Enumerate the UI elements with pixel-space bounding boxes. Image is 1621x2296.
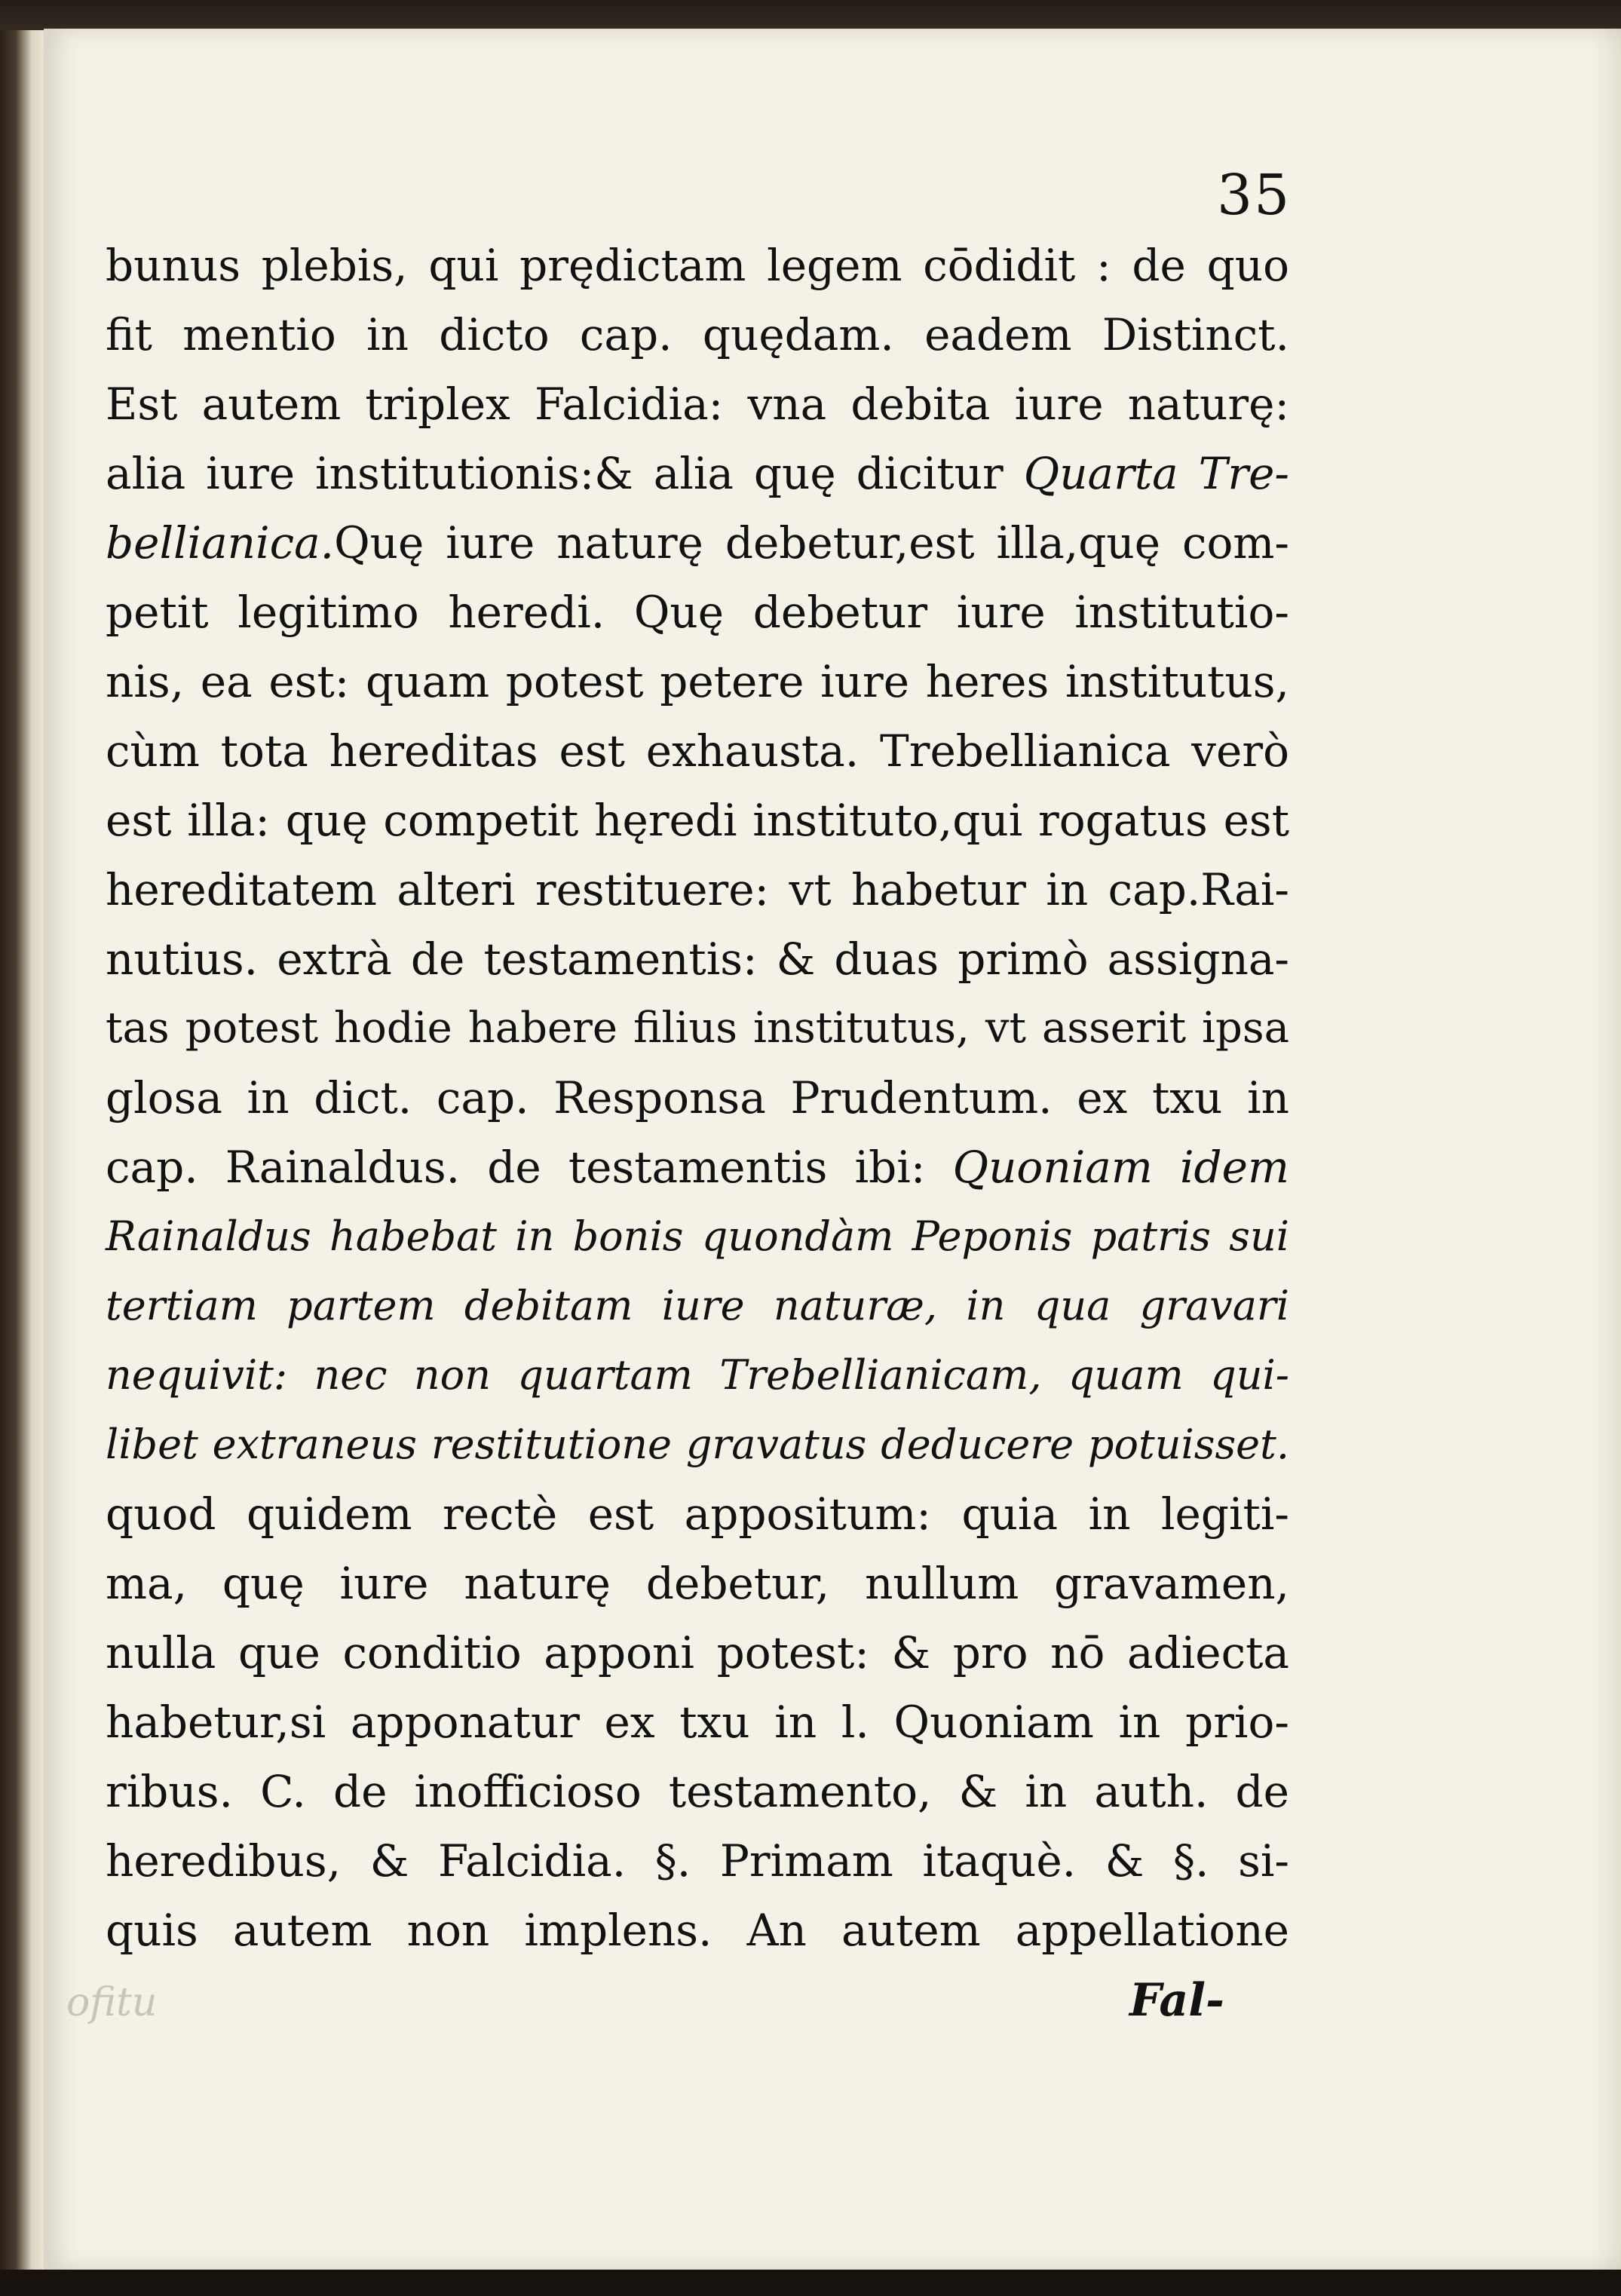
text-segment: cap. Rainaldus. de testamentis ibi: — [106, 1142, 953, 1193]
text-line — [106, 1688, 1289, 1757]
text-line — [106, 1202, 1289, 1271]
text-line — [106, 1063, 1289, 1133]
book-binding — [0, 30, 45, 2277]
text-segment: fit mentio in dicto cap. quędam. eadem Distinct. — [106, 309, 1289, 360]
text-segment: Quoniam idem — [952, 1142, 1289, 1193]
text-segment: quis autem non implens. An autem appellatione — [106, 1905, 1289, 1956]
text-line — [106, 1271, 1289, 1341]
book-page — [44, 29, 1621, 2270]
text-line — [106, 647, 1289, 716]
text-line — [106, 508, 1289, 578]
page-number: 35 — [1217, 163, 1292, 228]
backdrop-bottom — [0, 2270, 1621, 2296]
text-segment: cùm tota hereditas est exhausta. Trebellianica verò — [106, 725, 1289, 777]
text-line — [106, 1341, 1289, 1410]
catchword: Fal- — [1129, 1974, 1224, 2027]
text-segment: tas potest hodie habere filius institutus, vt asserit ipsa — [106, 1004, 1289, 1053]
text-segment: nis, ea est: quam potest petere iure heres institutus, — [106, 656, 1289, 707]
text-segment: ma, quę iure naturę debetur, nullum gravamen, — [106, 1558, 1289, 1609]
text-segment: glosa in dict. cap. Responsa Prudentum. ex txu in — [106, 1072, 1289, 1123]
text-segment: bunus plebis, qui prędictam legem cōdidit : de quo — [106, 240, 1289, 291]
text-line — [106, 300, 1289, 369]
text-line — [106, 1479, 1289, 1549]
text-segment: Quarta Tre- — [1023, 448, 1289, 499]
text-line — [106, 369, 1289, 439]
page-edge — [1591, 29, 1621, 2270]
text-segment: habetur,si apponatur ex txu in l. Quoniam in prio- — [106, 1697, 1289, 1748]
offset-ghost-text: ofitu — [66, 1980, 158, 2025]
text-line — [106, 1549, 1289, 1618]
text-segment: quod quidem rectè est appositum: quia in legiti- — [106, 1488, 1289, 1540]
text-segment: alia iure institutionis:& alia quę dicitur — [106, 448, 1024, 499]
text-line — [106, 1618, 1289, 1688]
text-line — [106, 1757, 1289, 1826]
text-segment: Rainaldus habebat in bonis quondàm Peponis patris sui — [106, 1212, 1289, 1260]
text-line — [106, 439, 1289, 508]
text-segment: libet extraneus restitutione gravatus deducere potuisset. — [106, 1421, 1289, 1468]
text-segment: ribus. C. de inofficioso testamento, & in auth. de — [106, 1766, 1289, 1817]
text-segment: nequivit: nec non quartam Trebellianicam, quam qui- — [106, 1351, 1289, 1399]
text-segment: petit legitimo heredi. Quę debetur iure institutio- — [106, 587, 1289, 638]
text-line — [106, 786, 1289, 855]
text-segment: bellianica. — [106, 517, 335, 569]
text-line — [106, 716, 1289, 786]
text-line — [106, 1410, 1289, 1479]
text-segment: est illa: quę competit hęredi instituto,qui rogatus est — [106, 795, 1289, 846]
text-segment: nulla que conditio apponi potest: & pro nō adiecta — [106, 1627, 1289, 1678]
text-line — [106, 924, 1289, 994]
text-block — [106, 231, 1289, 1965]
text-segment: Est autem triplex Falcidia: vna debita iure naturę: — [106, 379, 1289, 430]
text-segment: Quę iure naturę debetur,est illa,quę com- — [334, 517, 1289, 569]
text-line — [106, 578, 1289, 647]
text-segment: nutius. extrà de testamentis: & duas primò assigna- — [106, 933, 1289, 985]
text-line — [106, 855, 1289, 924]
text-segment: heredibus, & Falcidia. §. Primam itaquè. & §. si- — [106, 1835, 1289, 1887]
text-segment: tertiam partem debitam iure naturæ, in qua gravari — [106, 1282, 1289, 1329]
text-line — [106, 994, 1289, 1063]
text-line — [106, 1896, 1289, 1965]
text-line — [106, 1133, 1289, 1202]
text-line — [106, 1826, 1289, 1896]
text-segment: hereditatem alteri restituere: vt habetur in cap.Rai- — [106, 864, 1289, 915]
text-line — [106, 231, 1289, 300]
